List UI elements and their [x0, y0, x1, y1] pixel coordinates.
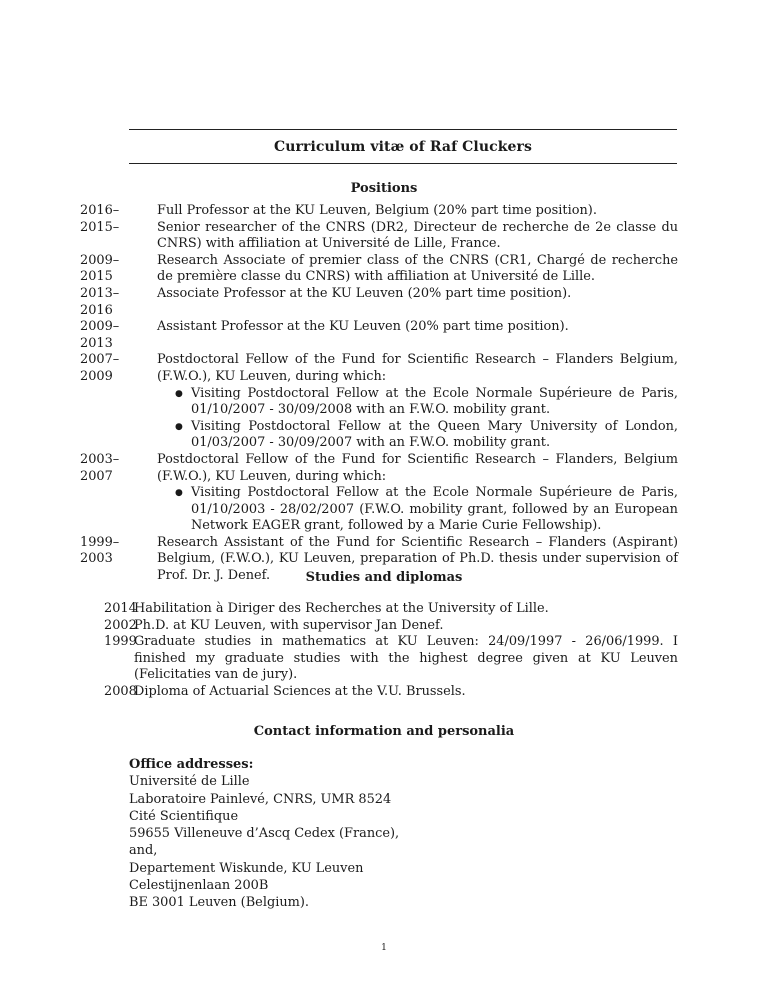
entry-year: 2002: [104, 617, 137, 633]
entry-year: 2015–: [80, 219, 120, 235]
entry-year: 2013–2016: [80, 285, 120, 318]
cv-entry: [80, 253, 678, 286]
entry-bullet: ● Visiting Postdoctoral Fellow at the Ecole Normale Supérieure de Paris, 01/10/2003 - 28/02/2007 (F.W.O. mobility grant, followed by an European Network EAGER grant, followed by a Marie Curie Fellowship).: [173, 485, 678, 535]
document-title: Curriculum vitæ of Raf Cluckers: [273, 139, 532, 155]
office-addresses-label: Office addresses:: [129, 757, 254, 772]
office-address-lines: [129, 773, 399, 911]
entry-text: Senior researcher of the CNRS (DR2, Directeur de recherche de 2e classe du CNRS) with affiliation at Université de Lille, France.: [157, 219, 678, 252]
entry-description: [157, 286, 678, 319]
cv-entry: [104, 684, 678, 701]
address-line: BE 3001 Leuven (Belgium).: [129, 895, 309, 911]
contact-block: [129, 756, 399, 912]
address-line: Celestijnenlaan 200B: [129, 878, 269, 894]
positions-list: [80, 203, 678, 585]
entry-text: Associate Professor at the KU Leuven (20% part time position).: [157, 285, 572, 301]
page-number: 1: [381, 943, 387, 953]
studies-list: [104, 601, 678, 701]
entry-year: 2007–2009: [80, 352, 120, 384]
entry-text: Full Professor at the KU Leuven, Belgium (20% part time position).: [157, 203, 597, 218]
address-line: Laboratoire Painlevé, CNRS, UMR 8524: [129, 791, 392, 807]
entry-description: [157, 319, 678, 352]
address-line: and,: [129, 843, 158, 859]
title-top-rule: [129, 129, 677, 130]
entry-description: [157, 352, 678, 452]
entry-description: [134, 634, 678, 684]
cv-entry: [104, 618, 678, 635]
entry-bullet: ● Visiting Postdoctoral Fellow at the Queen Mary University of London, 01/03/2007 - 30/09/2007 with an F.W.O. mobility grant.: [173, 419, 678, 452]
address-line: Departement Wiskunde, KU Leuven: [129, 860, 364, 876]
entry-year: 2014: [104, 601, 137, 616]
entry-description: [157, 253, 678, 286]
positions-heading: Positions: [350, 181, 418, 196]
entry-text: Research Associate of premier class of the CNRS (CR1, Chargé de recherche de première classe du CNRS) with affiliation at Université de Lille.: [157, 252, 678, 285]
entry-text: Graduate studies in mathematics at KU Leuven: 24/09/1997 - 26/06/1999. I finished my graduate studies with the highest degree given at KU Leuven (Felicitaties van de jury).: [134, 634, 678, 683]
entry-description: [134, 684, 678, 701]
entry-text: Research Assistant of the Fund for Scientific Research – Flanders (Aspirant) Belgium, (F.W.O.), KU Leuven, preparation of Ph.D. thesis under supervision of Prof. Dr. J. Denef.: [157, 534, 678, 584]
entry-text: Postdoctoral Fellow of the Fund for Scientific Research – Flanders Belgium, (F.W.O.), KU Leuven, during which:: [157, 352, 678, 384]
entry-description: [134, 601, 678, 618]
entry-year: 2009–2015: [80, 252, 120, 285]
entry-description: [134, 618, 678, 635]
cv-entry: [80, 203, 678, 220]
entry-text: Ph.D. at KU Leuven, with supervisor Jan Denef.: [134, 617, 444, 633]
cv-entry: [80, 220, 678, 253]
entry-year: 2016–: [80, 203, 120, 218]
cv-entry: [80, 452, 678, 535]
cv-entry: [104, 601, 678, 618]
title-bottom-rule: [129, 163, 677, 164]
entry-year: 2009–2013: [80, 319, 120, 351]
entry-bullet-list: [157, 386, 678, 452]
entry-year: 2008: [104, 683, 137, 699]
cv-entry: [80, 352, 678, 452]
cv-entry: [104, 634, 678, 684]
entry-bullet-list: [157, 485, 678, 535]
entry-bullet: ● Visiting Postdoctoral Fellow at the Ecole Normale Supérieure de Paris, 01/10/2007 - 30/09/2008 with an F.W.O. mobility grant.: [173, 386, 678, 419]
entry-text: Diploma of Actuarial Sciences at the V.U. Brussels.: [134, 683, 466, 699]
entry-description: [157, 220, 678, 253]
entry-description: [157, 203, 678, 220]
entry-year: 1999: [104, 634, 137, 650]
contact-heading: Contact information and personalia: [253, 724, 515, 739]
entry-year: 1999–2003: [80, 534, 120, 567]
address-line: Cité Scientifique: [129, 808, 239, 824]
cv-entry: [80, 286, 678, 319]
entry-text: Assistant Professor at the KU Leuven (20% part time position).: [157, 319, 569, 335]
cv-entry: [80, 319, 678, 352]
entry-text: Postdoctoral Fellow of the Fund for Scientific Research – Flanders, Belgium (F.W.O.), KU Leuven, during which:: [157, 451, 678, 484]
address-line: 59655 Villeneuve d’Ascq Cedex (France),: [129, 826, 400, 842]
entry-year: 2003–2007: [80, 451, 120, 484]
entry-description: [157, 452, 678, 535]
entry-text: Habilitation à Diriger des Recherches at the University of Lille.: [134, 601, 549, 616]
address-line: Université de Lille: [129, 774, 250, 790]
studies-heading: Studies and diplomas: [305, 570, 463, 585]
